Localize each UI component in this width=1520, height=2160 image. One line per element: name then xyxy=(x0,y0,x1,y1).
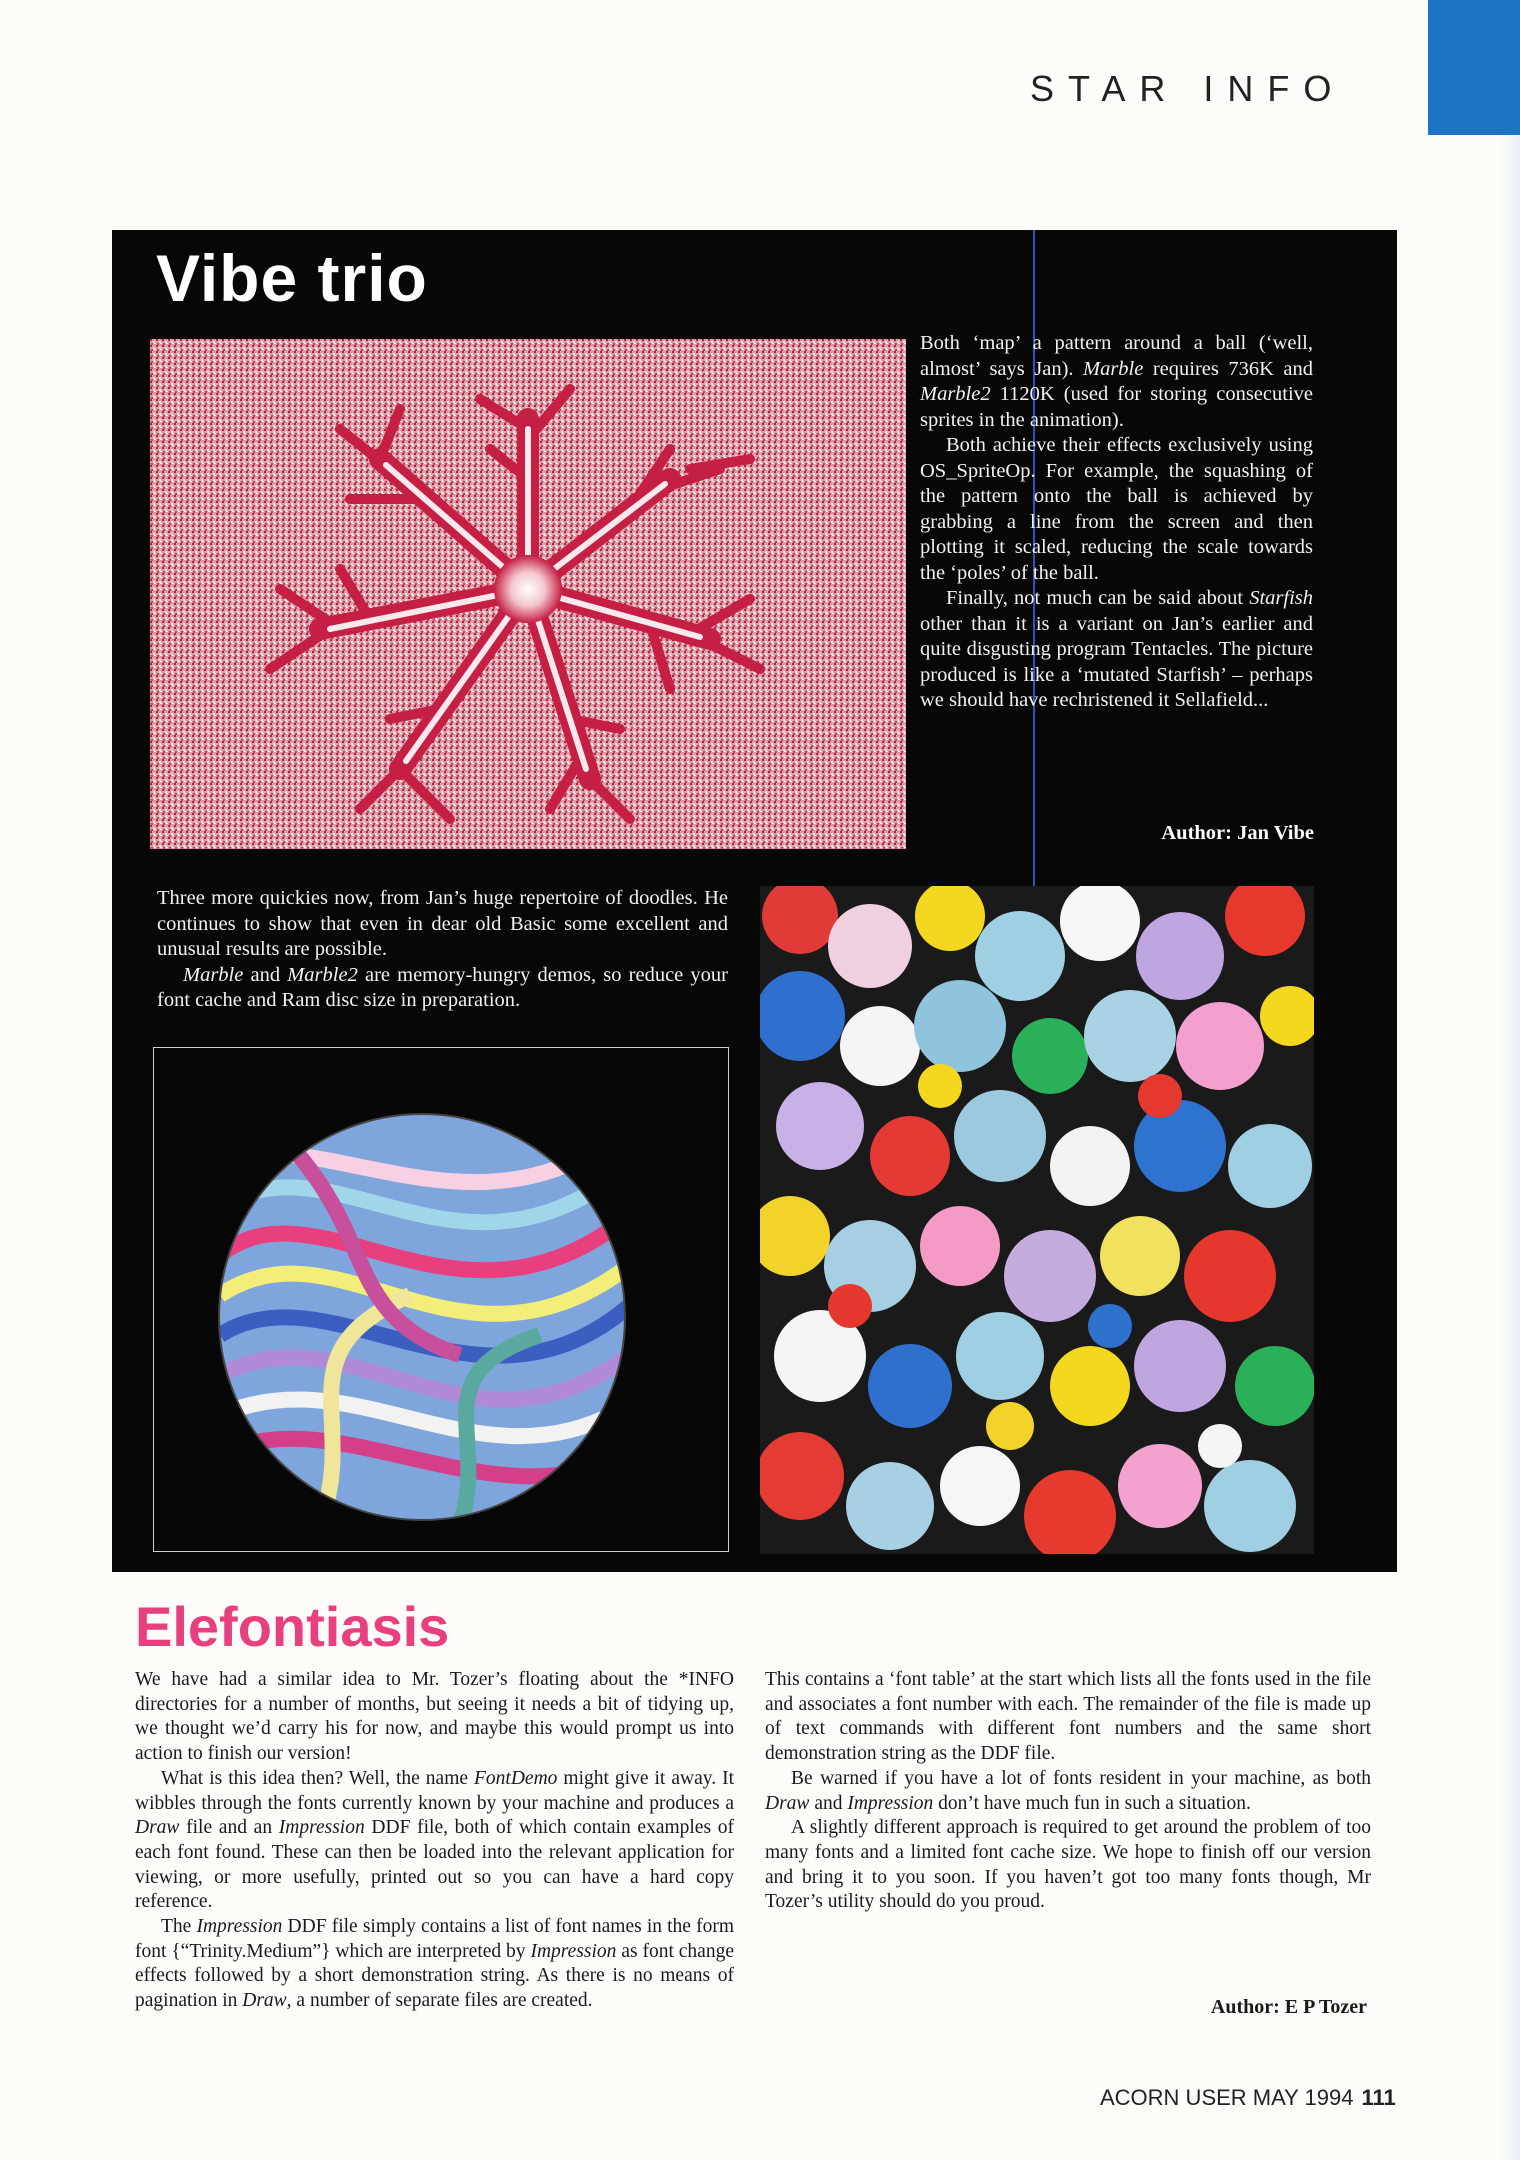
vibe-intro-p2 xyxy=(157,963,728,1014)
text-run: What is this idea then? Well, the name xyxy=(161,1767,475,1789)
elef-paragraph-6: A slightly different approach is required to get around the problem of too many fonts and a limited font cache size. We hope to finish off our version and bring it to you soon. If you haven’t got too many fonts though, Mr Tozer’s utility should do you proud. xyxy=(765,1817,1371,1913)
text-run: 1120K (used for storing consecutive sprites in the animation). xyxy=(920,383,1313,431)
elefontiasis-author: Author: E P Tozer xyxy=(1210,1996,1367,2018)
program-name: Draw xyxy=(242,1990,287,2012)
starfish-image xyxy=(150,339,906,849)
text-run: DDF file, both of which contain examples of each font found. These can then be loaded into the relevant application for viewing, or more usefully, printed out so you can have a hard copy reference. xyxy=(135,1817,734,1913)
text-run: Be warned if you have a lot of fonts resident in your machine, as both xyxy=(791,1767,1371,1789)
vibe-author: Author: Jan Vibe xyxy=(1161,822,1314,844)
elefontiasis-left-column xyxy=(135,1668,734,2014)
text-run: requires 736K and xyxy=(1152,357,1313,380)
text-run: don’t have much fun in such a situation. xyxy=(933,1792,1251,1814)
text-run: Both ‘map’ a pattern around a ball (‘well, almost’ says Jan). xyxy=(920,332,1313,380)
vibe-paragraph-3 xyxy=(920,586,1313,714)
section-color-tab xyxy=(1428,0,1520,135)
program-name: Impression xyxy=(196,1916,283,1938)
text-run: , a number of separate files are created. xyxy=(286,1990,593,2012)
page-number: 111 xyxy=(1361,2085,1396,2110)
program-name: Draw xyxy=(765,1792,810,1814)
vibe-trio-title: Vibe trio xyxy=(156,241,428,315)
elefontiasis-title: Elefontiasis xyxy=(135,1595,450,1658)
elef-paragraph-3 xyxy=(135,1915,734,2014)
vibe-trio-description xyxy=(920,331,1313,714)
program-name: Marble2 xyxy=(287,963,358,986)
page-edge xyxy=(1500,0,1520,2160)
text-run: Finally, not much can be said about xyxy=(946,587,1250,609)
program-name: Impression xyxy=(530,1940,617,1962)
magazine-issue: ACORN USER MAY 1994 xyxy=(1100,2085,1354,2110)
vibe-paragraph-2: Both achieve their effects exclusively using OS_SpriteOp. For example, the squashing of the pattern onto the ball is achieved by grabbing a line from the screen and then plotting it scaled, reducing the scale towards the ‘poles’ of the ball. xyxy=(920,434,1313,584)
marble-sphere-graphic xyxy=(160,1055,722,1545)
program-name: Marble2 xyxy=(920,383,991,405)
vibe-intro-p1: Three more quickies now, from Jan’s huge repertoire of doodles. He continues to show that even in dear old Basic some excellent and unusual results are possible. xyxy=(157,887,728,960)
text-run: file and an xyxy=(179,1817,279,1839)
text-run: The xyxy=(161,1916,197,1938)
program-name: Starfish xyxy=(1249,587,1313,609)
text-run: are memory-hungry demos, so reduce your font cache and Ram disc size in preparation. xyxy=(157,963,728,1011)
vibe-intro xyxy=(157,886,728,1014)
vibe-paragraph-1 xyxy=(920,331,1313,433)
text-run: and xyxy=(809,1792,848,1814)
text-run: other than it is a variant on Jan’s earlier and quite disgusting program Tentacles. The picture produced is like a ‘mutated Starfish’ – perhaps we should have rechristened it Sellafield... xyxy=(920,612,1313,711)
elef-paragraph-5 xyxy=(765,1767,1371,1816)
marble-image xyxy=(160,1055,722,1545)
section-header: STAR INFO xyxy=(1030,68,1346,109)
program-name: Impression xyxy=(278,1817,365,1839)
program-name: Marble xyxy=(183,963,244,986)
colored-circles-image xyxy=(760,886,1314,1554)
page-footer xyxy=(1100,2085,1396,2111)
program-name: FontDemo xyxy=(474,1767,558,1789)
elef-paragraph-2 xyxy=(135,1767,734,1915)
circles-graphic xyxy=(760,886,1314,1554)
text-run: might give it away. It wibbles through the fonts currently known by your machine and produces a xyxy=(135,1767,734,1814)
text-run: and xyxy=(243,963,288,986)
elef-paragraph-1: We have had a similar idea to Mr. Tozer’s floating about the *INFO directories for a number of months, but seeing it needs a bit of tidying up, we thought we’d carry his for now, and maybe this would prompt us into action to finish our version! xyxy=(135,1669,734,1765)
program-name: Impression xyxy=(847,1792,934,1814)
elef-paragraph-4: This contains a ‘font table’ at the start which lists all the fonts used in the file and associates a font number with each. The remainder of the file is made up of text commands with different font numbers and the same short demonstration string as the DDF file. xyxy=(765,1669,1371,1765)
program-name: Draw xyxy=(135,1817,180,1839)
starfish-graphic xyxy=(150,339,906,849)
program-name: Marble xyxy=(1083,357,1144,380)
text-run: DDF file simply contains a list of font names in the form font {“Trinity.Medium”} which are interpreted by xyxy=(135,1916,734,1962)
text-run: as font change effects followed by a short demonstration string. As there is no means of pagination in xyxy=(135,1940,734,2012)
elefontiasis-right-column xyxy=(765,1668,1371,1915)
